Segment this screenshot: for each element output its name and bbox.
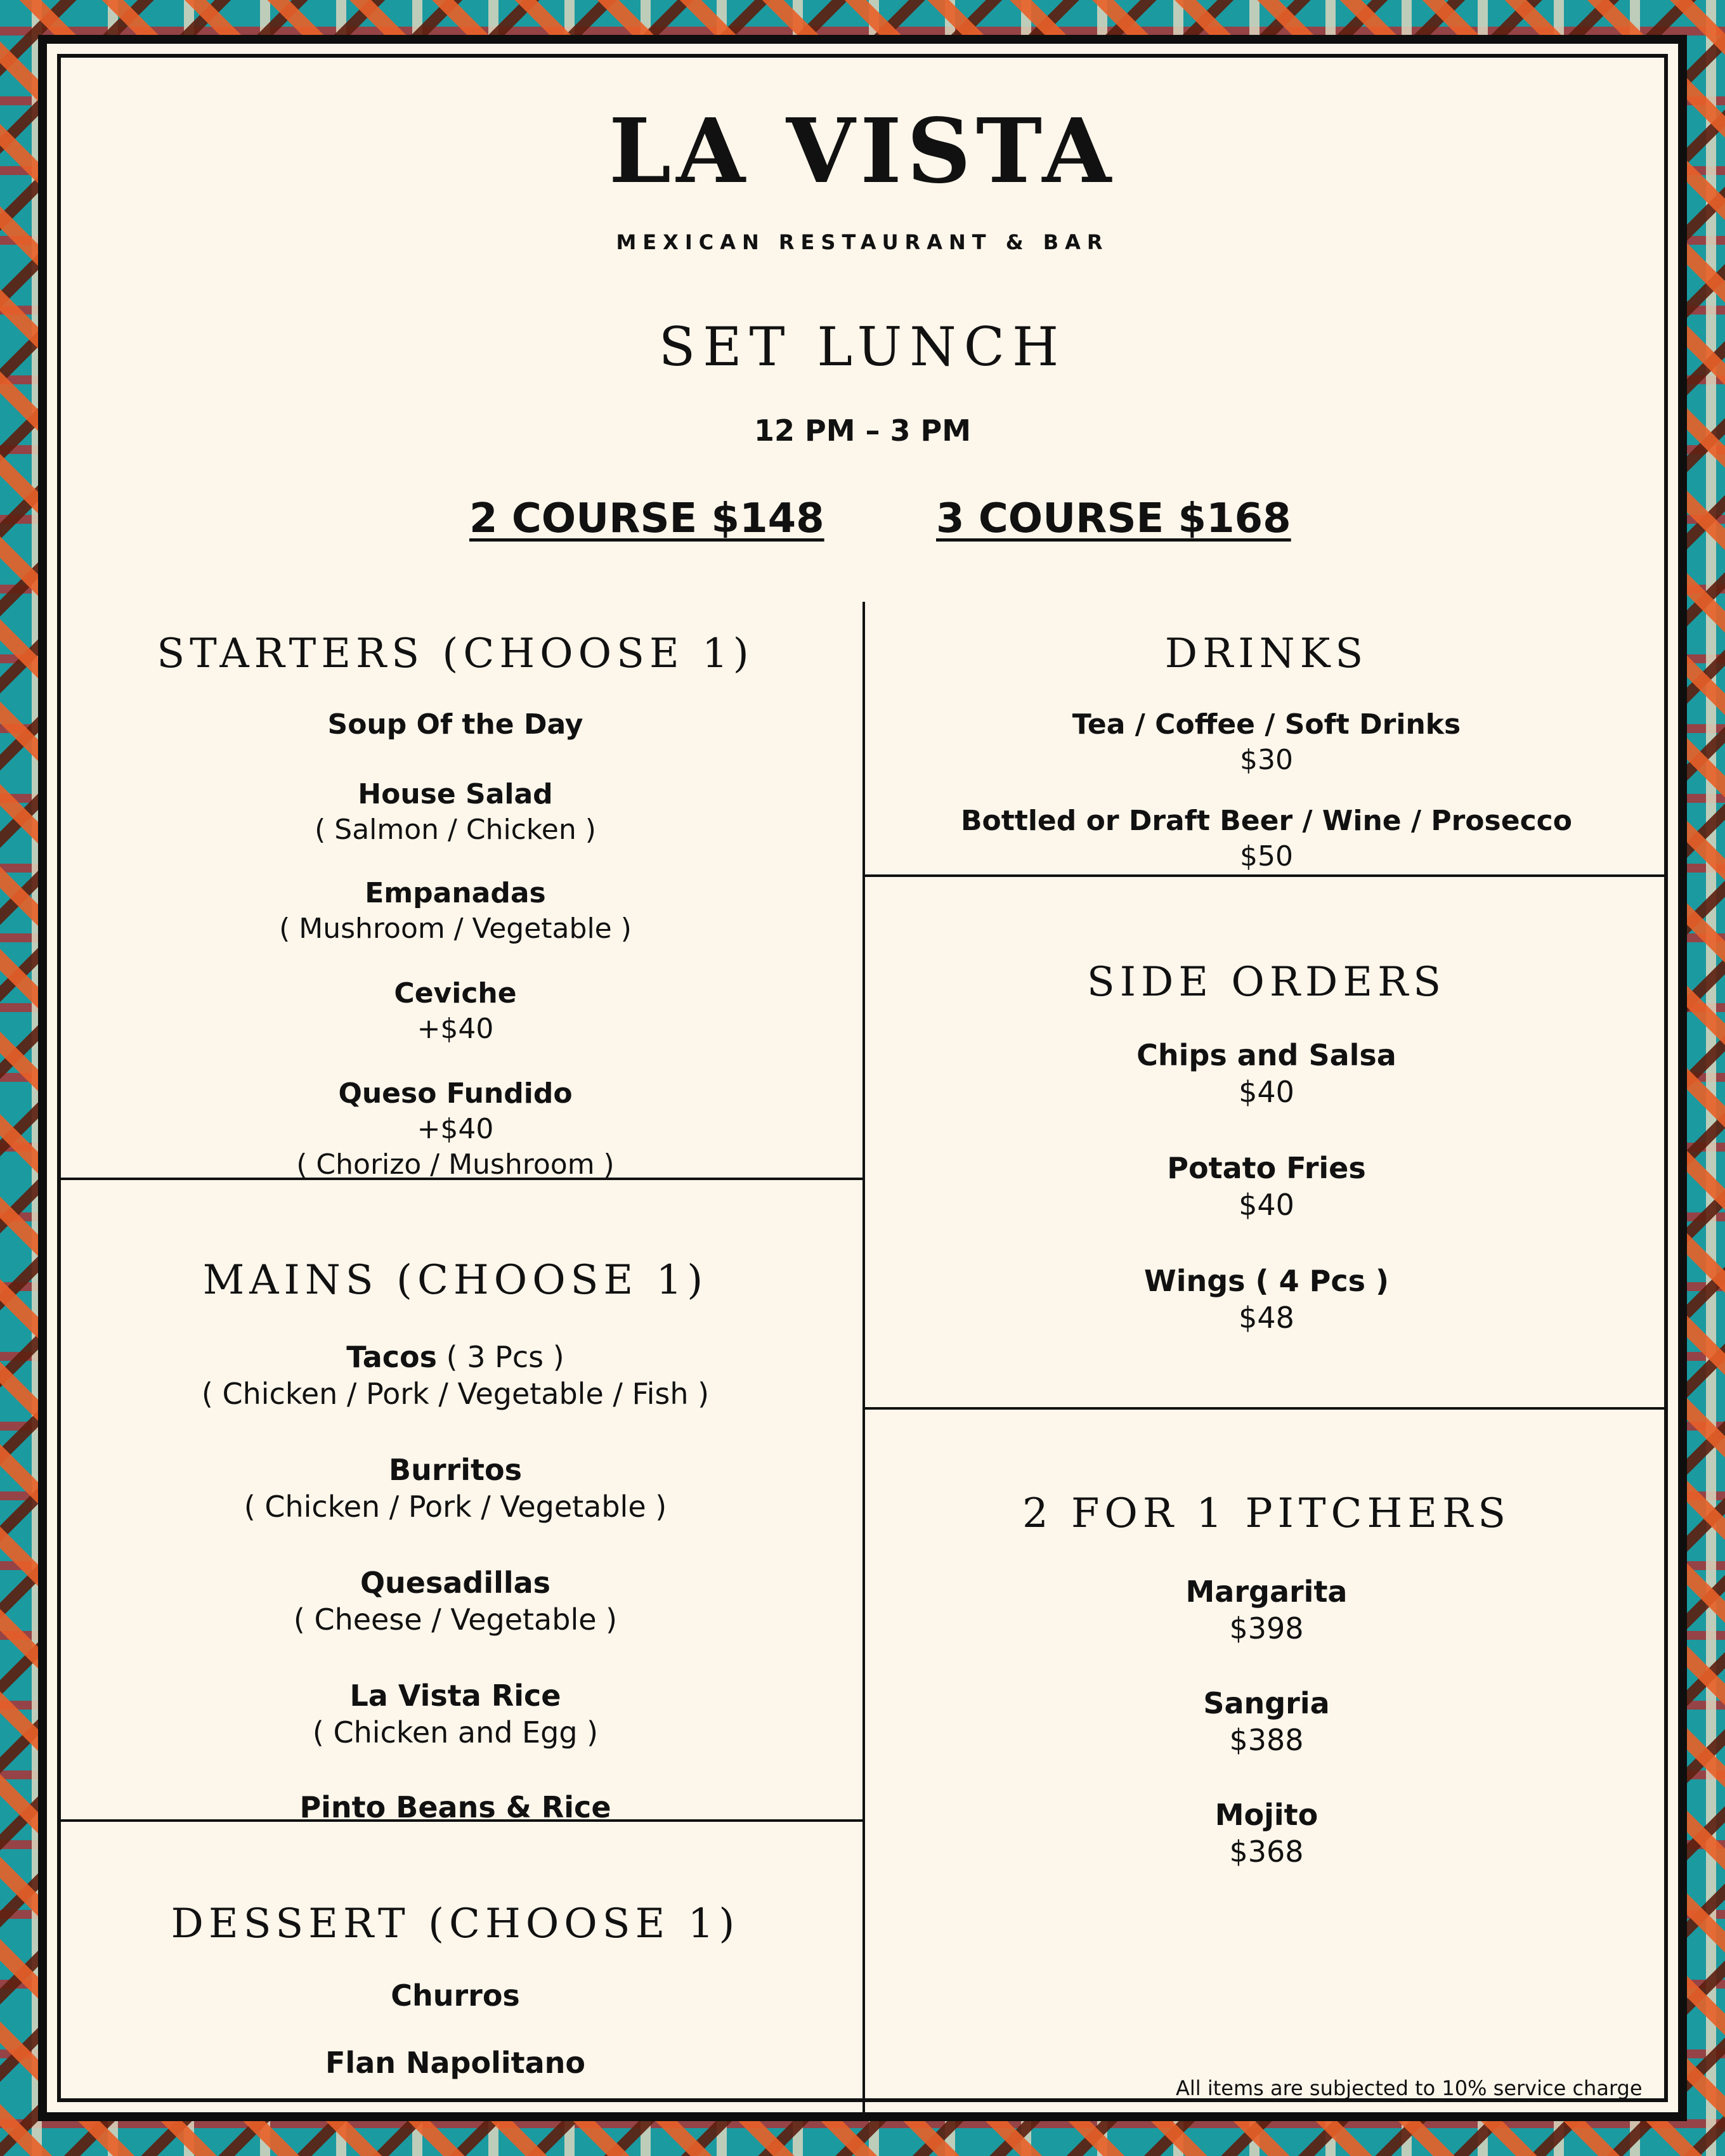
menu-item xyxy=(48,1564,862,1638)
item-name: Burritos xyxy=(389,1453,522,1487)
menu-item xyxy=(48,1076,862,1183)
menu-item xyxy=(865,1150,1668,1223)
item-detail: ( Chorizo / Mushroom ) xyxy=(296,1148,615,1181)
item-name: Soup Of the Day xyxy=(327,708,583,741)
menu-item xyxy=(48,976,862,1047)
menu-item xyxy=(865,803,1668,874)
menu-item xyxy=(48,1677,862,1751)
item-name: Churros xyxy=(391,1978,520,2013)
menu-item xyxy=(865,1573,1668,1647)
item-name: Margarita xyxy=(1185,1575,1348,1609)
item-name: House Salad xyxy=(358,778,553,810)
menu-item xyxy=(48,1451,862,1525)
item-name: Empanadas xyxy=(365,877,546,909)
mains-title: MAINS (CHOOSE 1) xyxy=(202,1257,708,1304)
item-name: Sangria xyxy=(1203,1686,1330,1720)
brand-title: LA VISTA xyxy=(608,100,1117,204)
item-price: +$40 xyxy=(417,1113,494,1145)
page-title: SET LUNCH xyxy=(658,316,1067,378)
drinks-title: DRINKS xyxy=(1164,630,1369,677)
lunch-hours: 12 PM – 3 PM xyxy=(753,413,972,448)
item-portion: ( 3 Pcs ) xyxy=(446,1340,564,1374)
item-name: Pinto Beans & Rice xyxy=(299,1790,611,1824)
item-price: $30 xyxy=(1240,744,1293,776)
menu-item xyxy=(48,707,862,743)
brand-tagline: MEXICAN RESTAURANT & BAR xyxy=(616,230,1109,254)
item-name: Mojito xyxy=(1214,1798,1318,1832)
service-charge-note: All items are subjected to 10% service charge xyxy=(1176,2076,1643,2100)
item-price: $40 xyxy=(1239,1188,1294,1222)
menu-item xyxy=(48,1789,862,1826)
item-name: Chips and Salsa xyxy=(1136,1038,1396,1072)
menu-item xyxy=(48,2045,862,2081)
item-name: Quesadillas xyxy=(360,1566,551,1600)
item-price: $48 xyxy=(1239,1301,1294,1335)
menu-item xyxy=(48,1339,862,1412)
menu-item xyxy=(48,1978,862,2013)
item-name: Tacos xyxy=(346,1340,438,1374)
item-name: La Vista Rice xyxy=(349,1679,561,1713)
three-course-price: 3 COURSE $168 xyxy=(936,495,1291,542)
menu-item xyxy=(865,1796,1668,1870)
menu-item xyxy=(48,876,862,947)
item-price: $368 xyxy=(1229,1835,1304,1869)
item-name: Queso Fundido xyxy=(338,1077,573,1110)
item-detail: ( Chicken and Egg ) xyxy=(312,1715,599,1750)
item-name: Tea / Coffee / Soft Drinks xyxy=(1072,708,1461,741)
menu-item xyxy=(865,1037,1668,1110)
dessert-title: DESSERT (CHOOSE 1) xyxy=(171,1900,740,1947)
item-name: Wings ( 4 Pcs ) xyxy=(1143,1264,1390,1298)
item-detail: ( Chicken / Pork / Vegetable ) xyxy=(244,1490,667,1524)
menu-paper xyxy=(47,44,1678,2112)
side-orders-title: SIDE ORDERS xyxy=(1086,959,1447,1006)
item-detail: ( Chicken / Pork / Vegetable / Fish ) xyxy=(201,1377,710,1411)
item-price: $388 xyxy=(1229,1723,1304,1757)
item-name: Ceviche xyxy=(394,977,517,1010)
item-detail: ( Mushroom / Vegetable ) xyxy=(279,912,632,945)
divider-drinks-sides xyxy=(862,874,1665,877)
item-price: +$40 xyxy=(417,1013,494,1045)
item-name: Flan Napolitano xyxy=(325,2046,585,2080)
item-detail: ( Cheese / Vegetable ) xyxy=(293,1602,618,1637)
item-detail: ( Salmon / Chicken ) xyxy=(315,814,596,846)
two-course-price: 2 COURSE $148 xyxy=(469,495,824,542)
item-price: $50 xyxy=(1240,840,1293,873)
divider-sides-pitchers xyxy=(862,1407,1665,1410)
item-price: $398 xyxy=(1229,1611,1304,1646)
menu-frame xyxy=(38,35,1687,2121)
item-name: Potato Fries xyxy=(1167,1151,1366,1185)
item-price: $40 xyxy=(1239,1075,1294,1109)
menu-item xyxy=(865,1685,1668,1758)
starters-title: STARTERS (CHOOSE 1) xyxy=(157,630,754,677)
item-name: Bottled or Draft Beer / Wine / Prosecco xyxy=(961,805,1572,837)
pitchers-title: 2 FOR 1 PITCHERS xyxy=(1022,1490,1511,1537)
menu-item xyxy=(865,707,1668,778)
menu-item xyxy=(48,777,862,848)
menu-item xyxy=(865,1263,1668,1336)
